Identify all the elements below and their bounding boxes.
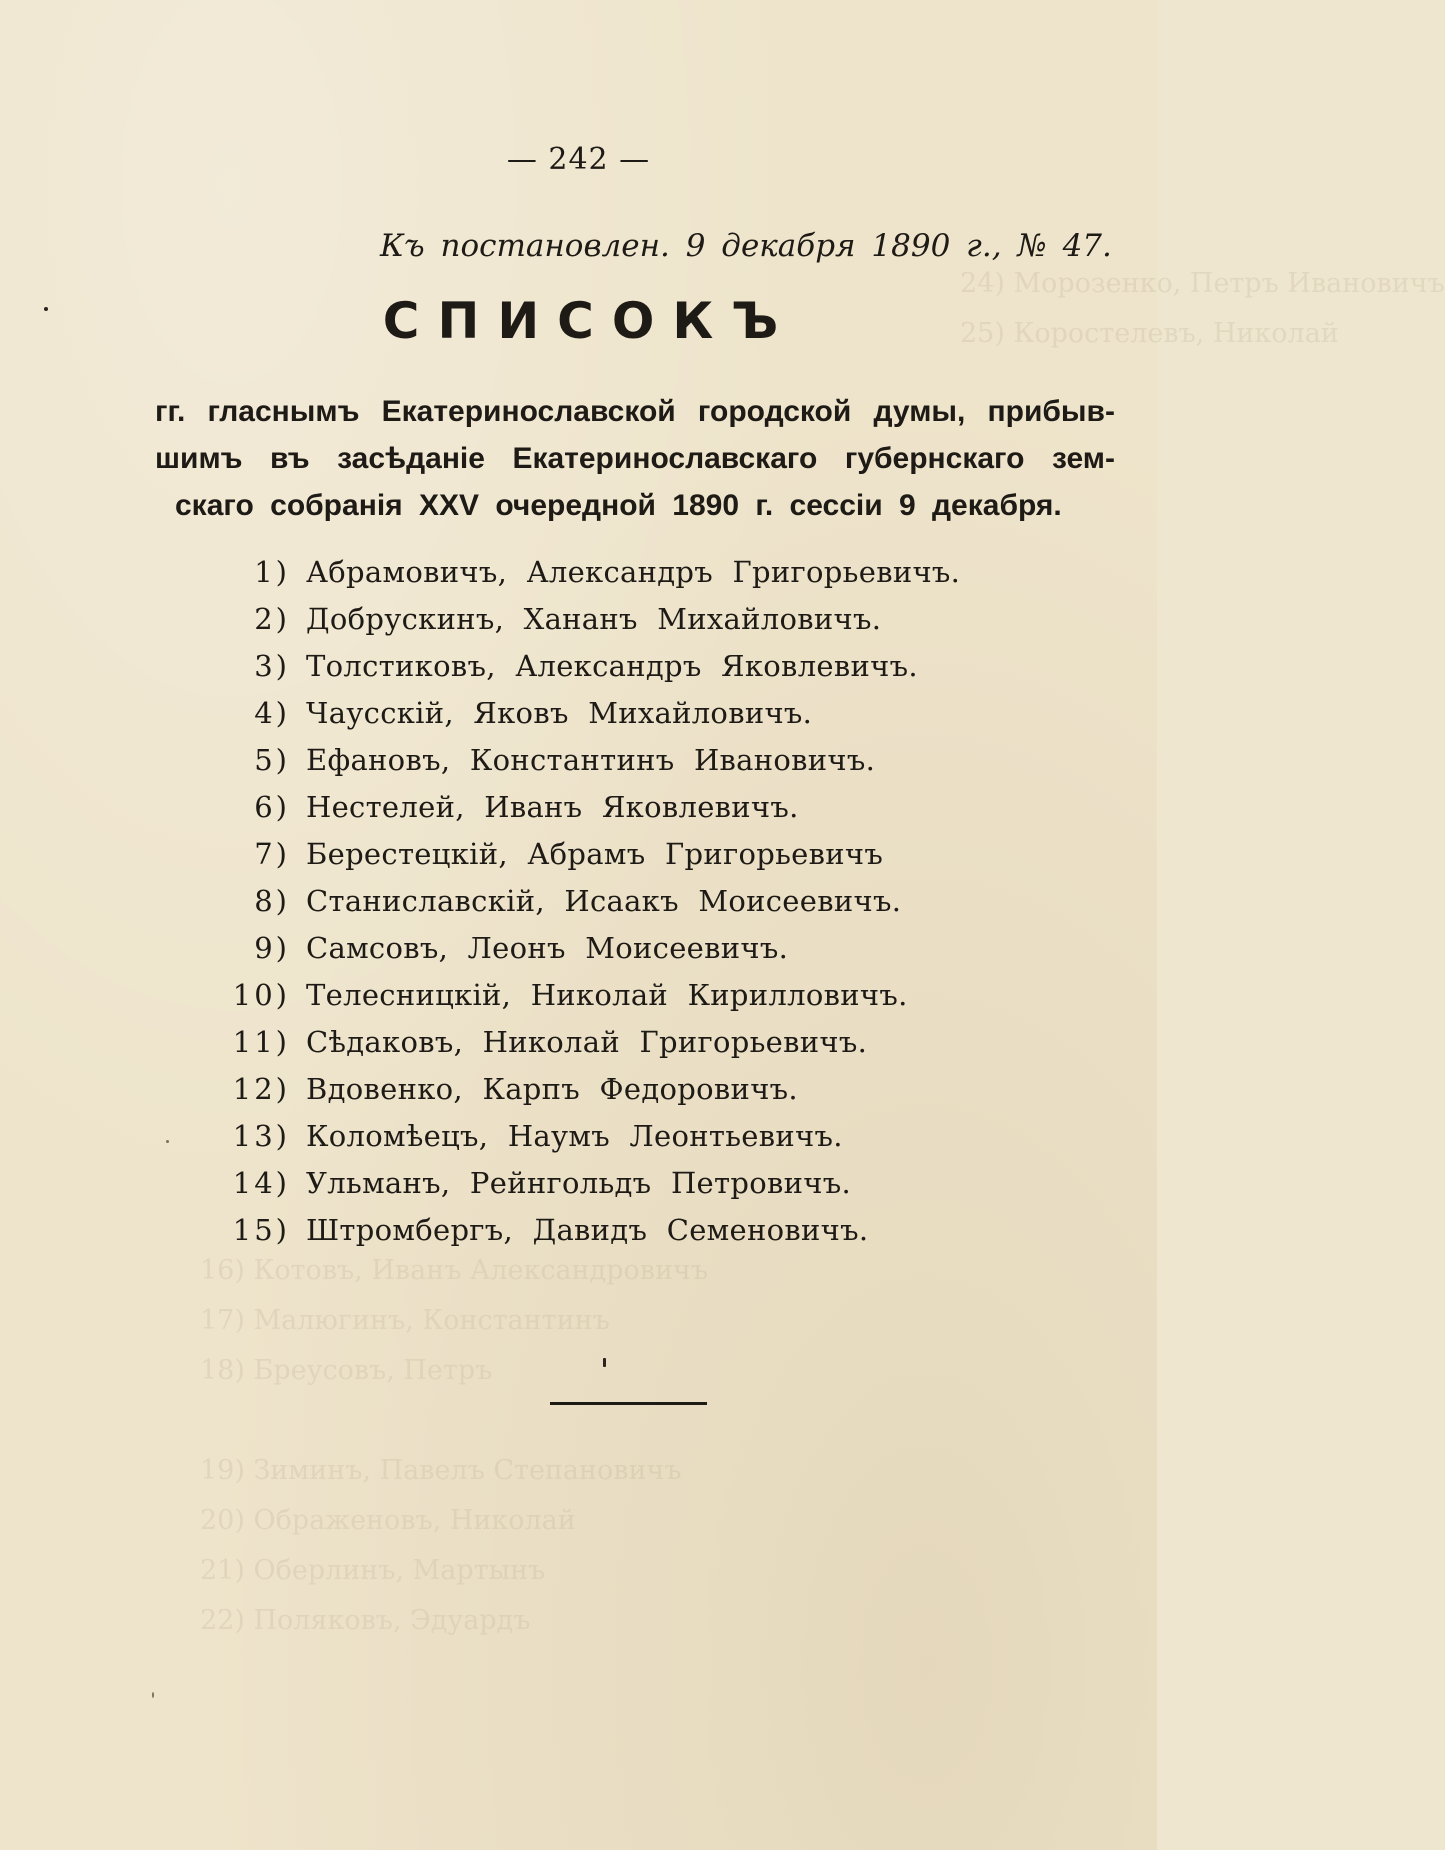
bleed-through-text: 17) Малюгинъ, Константинъ [200, 1305, 610, 1336]
subtitle-line: скаго собранія XXV очередной 1890 г. сессіи 9 декабря. [175, 489, 1062, 522]
document-subtitle [155, 388, 1115, 529]
item-number: 3) [254, 648, 290, 683]
list-item [200, 830, 960, 877]
item-name: Коломѣецъ, Наумъ Леонтьевичъ. [306, 1118, 843, 1153]
subtitle-line: гг. гласнымъ Екатеринославской городской думы, прибыв- [155, 395, 1115, 428]
ink-speck [152, 1692, 154, 1698]
item-number: 8) [254, 883, 290, 918]
list-item [200, 1018, 960, 1065]
item-name: Штромбергъ, Давидъ Семеновичъ. [306, 1212, 869, 1247]
bleed-through-text: 20) Ображеновъ, Николай [200, 1505, 576, 1536]
list-item [200, 595, 960, 642]
item-name: Нестелей, Иванъ Яковлевичъ. [306, 789, 799, 824]
decree-reference: Къ постановлен. 9 декабря 1890 г., № 47. [380, 228, 1112, 264]
section-divider [550, 1402, 707, 1405]
document-title: СПИСОКЪ [382, 292, 797, 350]
ink-speck [603, 1358, 606, 1367]
item-name: Ульманъ, Рейнгольдъ Петровичъ. [306, 1165, 851, 1200]
item-number: 12) [232, 1071, 290, 1106]
list-item [200, 689, 960, 736]
item-name: Станиславскій, Исаакъ Моисеевичъ. [306, 883, 902, 918]
item-number: 9) [254, 930, 290, 965]
ink-speck [44, 307, 48, 311]
item-name: Ефановъ, Константинъ Ивановичъ. [306, 742, 876, 777]
list-item [200, 1206, 960, 1253]
list-item [200, 924, 960, 971]
list-item [200, 548, 960, 595]
list-item [200, 971, 960, 1018]
item-name: Сѣдаковъ, Николай Григорьевичъ. [306, 1024, 868, 1059]
item-number: 15) [232, 1212, 290, 1247]
bleed-through-text: 16) Котовъ, Иванъ Александровичъ [200, 1255, 709, 1286]
item-name: Абрамовичъ, Александръ Григорьевичъ. [306, 554, 961, 589]
item-number: 7) [254, 836, 290, 871]
item-number: 1) [254, 554, 290, 589]
list-item [200, 736, 960, 783]
item-name: Берестецкій, Абрамъ Григорьевичъ [306, 836, 884, 871]
list-item [200, 1112, 960, 1159]
list-item [200, 1159, 960, 1206]
list-item [200, 877, 960, 924]
bleed-through-text: 18) Бреусовъ, Петръ [200, 1355, 493, 1386]
item-name: Толстиковъ, Александръ Яковлевичъ. [306, 648, 918, 683]
subtitle-line: шимъ въ засѣданіе Екатеринославскаго губернскаго зем- [155, 442, 1115, 475]
item-number: 14) [232, 1165, 290, 1200]
item-name: Добрускинъ, Хананъ Михайловичъ. [306, 601, 882, 636]
item-name: Самсовъ, Леонъ Моисеевичъ. [306, 930, 789, 965]
list-item [200, 642, 960, 689]
item-name: Вдовенко, Карпъ Федоровичъ. [306, 1071, 798, 1106]
item-number: 6) [254, 789, 290, 824]
ink-speck [166, 1140, 169, 1143]
attendee-list [200, 548, 960, 1253]
bleed-through-text: 24) Морозенко, Петръ Ивановичъ [960, 268, 1445, 299]
item-number: 13) [232, 1118, 290, 1153]
item-name: Телесницкій, Николай Кирилловичъ. [306, 977, 908, 1012]
page-number: — 242 — [506, 142, 651, 177]
item-name: Чаусскій, Яковъ Михайловичъ. [306, 695, 813, 730]
bleed-through-text: 25) Коростелевъ, Николай [960, 318, 1339, 349]
item-number: 5) [254, 742, 290, 777]
list-item [200, 1065, 960, 1112]
item-number: 11) [232, 1024, 290, 1059]
item-number: 10) [232, 977, 290, 1012]
bleed-through-text: 21) Оберлинъ, Мартынъ [200, 1555, 546, 1586]
item-number: 4) [254, 695, 290, 730]
bleed-through-text: 19) Зиминъ, Павелъ Степановичъ [200, 1455, 682, 1486]
item-number: 2) [254, 601, 290, 636]
list-item [200, 783, 960, 830]
bleed-through-text: 22) Поляковъ, Эдуардъ [200, 1605, 531, 1636]
